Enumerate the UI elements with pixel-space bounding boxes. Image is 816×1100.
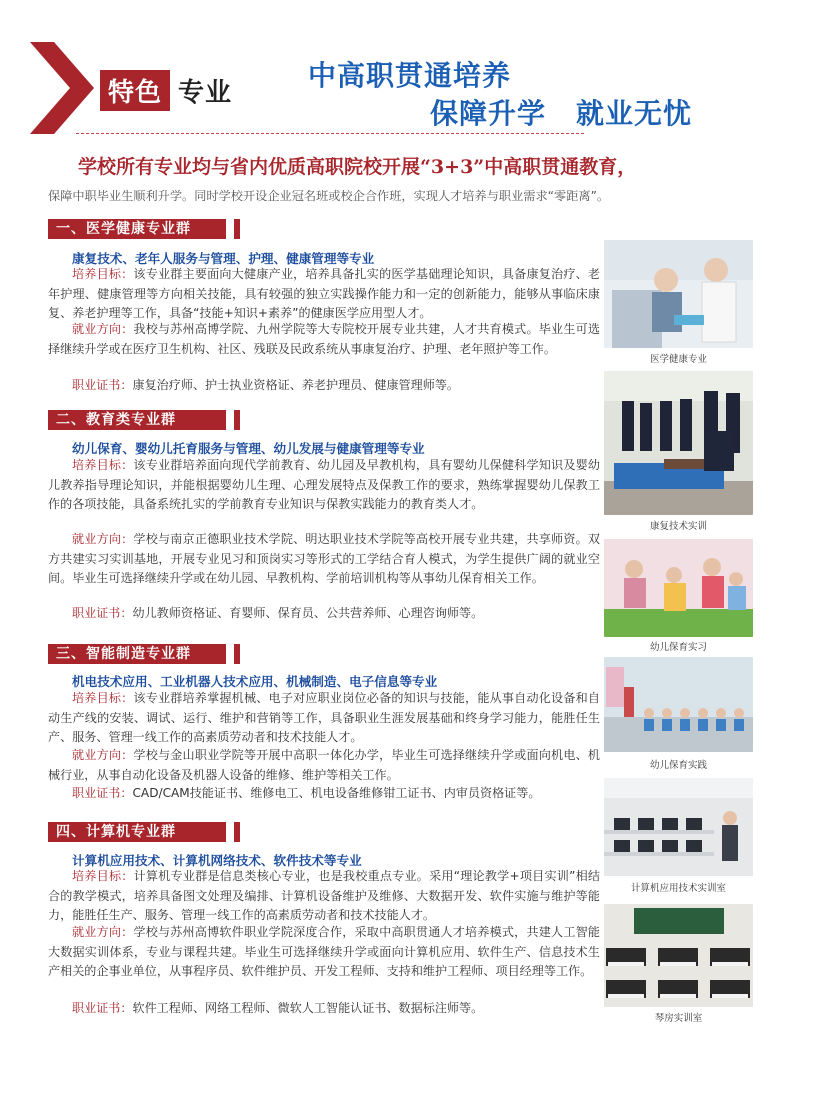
section-heading-medical (48, 219, 240, 239)
section-heading-text: 一、医学健康专业群 (48, 219, 226, 239)
section-heading-education (48, 410, 240, 430)
slogan-line-1: 中高职贯通培养 (308, 59, 512, 92)
section-majors: 机电技术应用、工业机器人技术应用、机械制造、电子信息等专业 (72, 674, 438, 689)
section-heading-manufacturing (48, 644, 240, 664)
section-heading-text: 二、教育类专业群 (48, 410, 226, 430)
section-goal (48, 265, 600, 324)
section-heading-computer (48, 822, 240, 842)
section-cert (48, 784, 600, 804)
slogan-line-2 (430, 92, 692, 132)
career-text: 学校与金山职业学院等开展中高职一体化办学，毕业生可选择继续升学或面向机电、机械行业，从事自动化设备及机器人设备的维修、维护等相关工作。 (48, 748, 600, 782)
section-heading-text: 三、智能制造专业群 (48, 644, 226, 664)
career-label: 就业方向： (72, 532, 134, 546)
section-goal (48, 689, 600, 748)
intro-subline: 保障中职毕业生顺利升学。同时学校开设企业冠名班或校企合作班，实现人才培养与职业需求“零距离”。 (48, 189, 610, 203)
cert-label: 职业证书： (72, 378, 133, 392)
goal-text: 该专业群主要面向大健康产业，培养具备扎实的医学基础理论知识，具备康复治疗、老年护理、健康管理等方向相关技能，具有较强的独立实践操作能力和一定的创新能力，能够从事临床康复、养老护理等工作，具备“技能+知识+素养”的健康医学应用型人才。 (48, 267, 600, 321)
section-career (48, 530, 600, 589)
section-majors: 幼儿保育、婴幼儿托育服务与管理、幼儿发展与健康管理等专业 (72, 441, 425, 456)
photo-rehab-training (604, 371, 753, 515)
career-label: 就业方向： (72, 322, 134, 336)
goal-text: 该专业群培养面向现代学前教育、幼儿园及早教机构，具有婴幼儿保健科学知识及婴幼儿教养指导理论知识，并能根据婴幼儿生理、心理发展特点及保教工作的要求，熟练掌握婴幼儿保教工作的各项技能，具备系统扎实的学前教育专业知识与保教实践能力的教育类人才。 (48, 458, 600, 512)
slogan-line-2a: 保障升学 (430, 97, 547, 130)
photo-caption: 计算机应用技术实训室 (630, 883, 726, 894)
goal-label: 培养目标： (72, 691, 134, 705)
section-cert (48, 376, 600, 396)
badge-highlight: 特色 (100, 70, 170, 111)
section-majors: 康复技术、老年人服务与管理、护理、健康管理等专业 (72, 251, 375, 266)
photo-caption: 康复技术实训 (649, 521, 707, 532)
cert-label: 职业证书： (72, 786, 133, 800)
cert-text: 康复治疗师、护士执业资格证、养老护理员、健康管理师等。 (132, 378, 460, 392)
cert-text: 幼儿教师资格证、育婴师、保育员、公共营养师、心理咨询师等。 (132, 606, 484, 620)
career-label: 就业方向： (72, 748, 134, 762)
photo-caption: 幼儿保育实践 (649, 760, 707, 771)
photo-childcare-internship (604, 539, 753, 637)
section-career (48, 320, 600, 359)
photo-computer-lab (604, 778, 753, 876)
photo-medical (604, 240, 753, 348)
feature-major-badge (100, 70, 232, 111)
section-cert (48, 604, 600, 624)
photo-caption: 幼儿保育实习 (649, 642, 707, 653)
cert-label: 职业证书： (72, 1001, 133, 1015)
career-text: 我校与苏州高博学院、九州学院等大专院校开展专业共建，人才共育模式。毕业生可选择继续升学或在医疗卫生机构、社区、残联及民政系统从事康复治疗、护理、老年照护等工作。 (48, 322, 600, 356)
cert-text: CAD/CAM技能证书、维修电工、机电设备维修钳工证书、内审员资格证等。 (132, 786, 541, 800)
section-majors: 计算机应用技术、计算机网络技术、软件技术等专业 (72, 853, 362, 868)
section-goal (48, 867, 600, 926)
photo-caption: 琴房实训室 (654, 1013, 703, 1024)
goal-label: 培养目标： (72, 267, 134, 281)
slogan-line-2b: 就业无忧 (576, 97, 693, 130)
goal-text: 计算机专业群是信息类核心专业，也是我校重点专业。采用“理论教学+项目实训”相结合的教学模式，培养具备图文处理及编排、计算机设备维护及维修、大数据开发、软件实施与维护等能力，能胜任生产、服务、管理一线工作的高素质劳动者和技术技能人才。 (48, 869, 600, 923)
cert-text: 软件工程师、网络工程师、微软人工智能认证书、数据标注师等。 (132, 1001, 484, 1015)
divider (76, 133, 584, 134)
section-goal (48, 456, 600, 515)
section-career (48, 746, 600, 785)
intro-headline: 学校所有专业均与省内优质高职院校开展“3+3”中高职贯通教育， (78, 156, 637, 178)
career-text: 学校与苏州高博软件职业学院深度合作，采取中高职贯通人才培养模式，共建人工智能大数据实训体系，专业与课程共建。毕业生可选择继续升学或面向计算机应用、软件生产、信息技术生产相关的企事业单位，从事程序员、软件维护员、开发工程师、支持和维护工程师、项目经理等工作。 (48, 925, 600, 979)
photo-piano-room (604, 904, 753, 1007)
photo-childcare-practice (604, 657, 753, 752)
career-text: 学校与南京正德职业技术学院、明达职业技术学院等高校开展专业共建，共享师资。双方共建实习实训基地，开展专业见习和顶岗实习等形式的工学结合育人模式，为学生提供广阔的就业空间。毕业生可选择继续升学或在幼儿园、早教机构、学前培训机构等从事幼儿保育相关工作。 (48, 532, 600, 586)
photo-caption: 医学健康专业 (649, 354, 707, 365)
career-label: 就业方向： (72, 925, 134, 939)
section-heading-text: 四、计算机专业群 (48, 822, 226, 842)
chevron-arrow-icon (30, 42, 94, 134)
cert-label: 职业证书： (72, 606, 133, 620)
section-career (48, 923, 600, 982)
section-cert (48, 999, 600, 1019)
goal-label: 培养目标： (72, 458, 134, 472)
goal-text: 该专业群培养掌握机械、电子对应职业岗位必备的知识与技能，能从事自动化设备和自动生产线的安装、调试、运行、维护和营销等工作，具备职业生涯发展基础和终身学习能力，能胜任生产、服务、管理一线工作的高素质劳动者和技术技能人才。 (48, 691, 600, 745)
goal-label: 培养目标： (72, 869, 134, 883)
badge-text: 专业 (178, 78, 233, 108)
